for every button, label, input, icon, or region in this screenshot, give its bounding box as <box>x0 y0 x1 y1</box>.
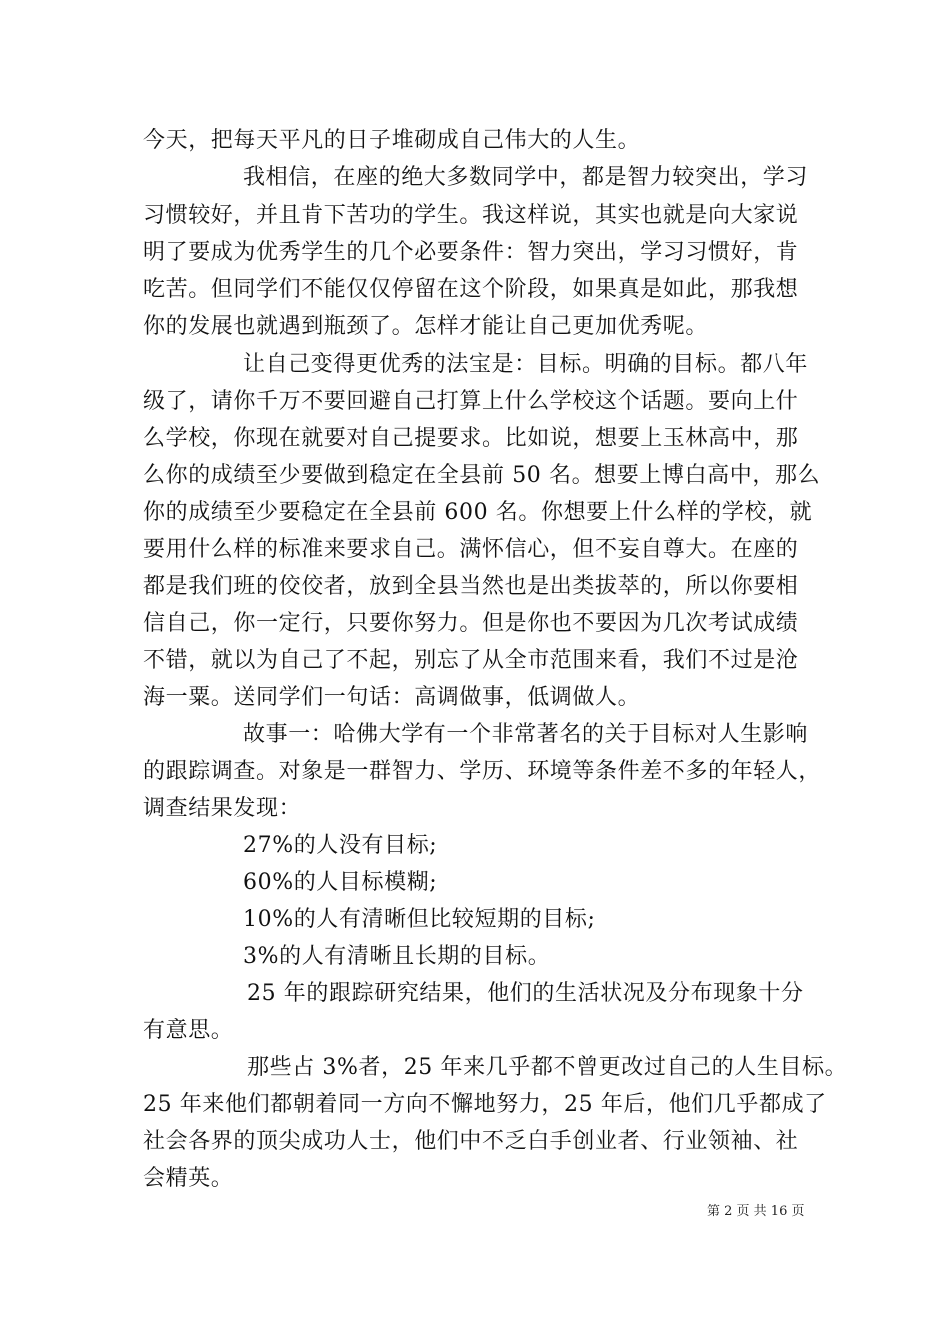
text-line: 你的发展也就遇到瓶颈了。怎样才能让自己更加优秀呢。 <box>143 314 709 339</box>
page-number: 第 2 页 共 16 页 <box>707 1204 805 1219</box>
text-line: 要用什么样的标准来要求自己。满怀信心，但不妄自尊大。在座的 <box>143 537 799 562</box>
text-line: 不错，就以为自己了不起，别忘了从全市范围来看，我们不过是沧 <box>143 648 799 673</box>
list-item: 27%的人没有目标; <box>243 833 438 858</box>
text-line: 让自己变得更优秀的法宝是：目标。明确的目标。都八年 <box>243 352 809 377</box>
list-item: 10%的人有清晰但比较短期的目标; <box>243 907 596 932</box>
text-line: 都是我们班的佼佼者，放到全县当然也是出类拔萃的，所以你要相 <box>143 574 799 599</box>
text-line: 社会各界的顶尖成功人士，他们中不乏白手创业者、行业领袖、社 <box>143 1129 799 1154</box>
text-line: 那些占 3%者，25 年来几乎都不曾更改过自己的人生目标。 <box>247 1055 848 1080</box>
text-line: 么学校，你现在就要对自己提要求。比如说，想要上玉林高中，那 <box>143 426 799 451</box>
text-line: 会精英。 <box>143 1166 234 1191</box>
text-line: 你的成绩至少要稳定在全县前 600 名。你想要上什么样的学校，就 <box>143 500 813 525</box>
text-line: 故事一：哈佛大学有一个非常著名的关于目标对人生影响 <box>243 722 809 747</box>
text-line: 25 年来他们都朝着同一方向不懈地努力，25 年后，他们几乎都成了 <box>143 1092 827 1117</box>
text-line: 的跟踪调查。对象是一群智力、学历、环境等条件差不多的年轻人， <box>143 759 822 784</box>
text-line: 吃苦。但同学们不能仅仅停留在这个阶段，如果真是如此，那我想 <box>143 277 799 302</box>
text-line: 海一粟。送同学们一句话：高调做事，低调做人。 <box>143 685 641 710</box>
text-line: 明了要成为优秀学生的几个必要条件：智力突出，学习习惯好，肯 <box>143 240 799 265</box>
text-line: 调查结果发现： <box>143 796 302 821</box>
text-line: 习惯较好，并且肯下苦功的学生。我这样说，其实也就是向大家说 <box>143 203 799 228</box>
text-line: 我相信，在座的绝大多数同学中，都是智力较突出，学习 <box>243 165 809 190</box>
text-line: 么你的成绩至少要做到稳定在全县前 50 名。想要上博白高中，那么 <box>143 463 821 488</box>
list-item: 60%的人目标模糊; <box>243 870 438 895</box>
text-line: 信自己，你一定行，只要你努力。但是你也不要因为几次考试成绩 <box>143 611 799 636</box>
list-item: 3%的人有清晰且长期的目标。 <box>243 944 551 969</box>
text-line: 25 年的跟踪研究结果，他们的生活状况及分布现象十分 <box>247 981 804 1006</box>
text-line: 级了，请你千万不要回避自己打算上什么学校这个话题。要向上什 <box>143 389 799 414</box>
text-line: 今天，把每天平凡的日子堆砌成自己伟大的人生。 <box>143 128 641 153</box>
text-line: 有意思。 <box>143 1018 234 1043</box>
